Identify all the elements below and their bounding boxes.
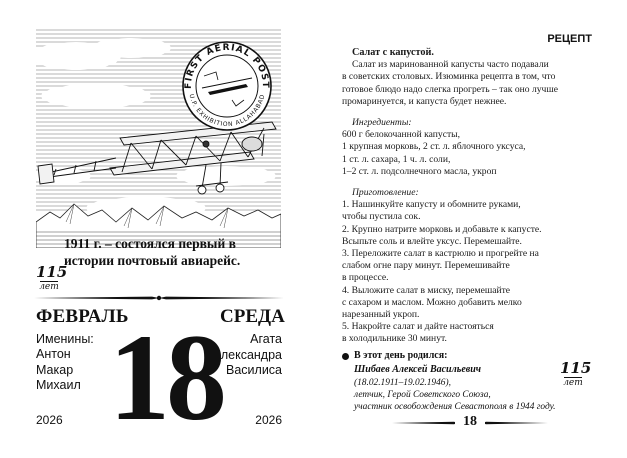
day-number: 18 [109, 308, 223, 447]
born-detail-line: участник освобождения Севастополя в 1944 году. [354, 402, 556, 412]
name-day: Агата [250, 332, 282, 346]
born-anniversary-word: лет [563, 378, 583, 388]
step-line: в процессе. [342, 272, 389, 284]
recipe-intro-line: промаринуется, и капуста будет нежнее. [342, 95, 507, 107]
step-line: 5. Накройте салат и дайте настояться [342, 321, 494, 333]
name-day: Макар [36, 362, 74, 377]
step-line: в холодильнике 30 минут. [342, 333, 447, 345]
preparation-label: Приготовление: [352, 187, 419, 199]
recipe-title: Салат с капустой. [352, 47, 434, 58]
recipe-intro-line: готовое блюдо надо слегка прогреть – так оно лучше [342, 83, 559, 95]
page-number: 18 [455, 414, 485, 430]
section-title: РЕЦЕПТ [547, 33, 592, 45]
step-line: Всыпьте соль и влейте уксус. Перемешайте. [342, 235, 522, 247]
first-aerial-post-stamp [183, 42, 271, 130]
born-detail-line: летчик, Герой Советского Союза, [354, 390, 491, 400]
step-line: чтобы пустила сок. [342, 211, 421, 223]
step-line: слабом огне пару минут. Перемешивайте [342, 260, 510, 272]
step-line: 1. Нашинкуйте капусту и обомните руками, [342, 199, 521, 211]
ingredient-line: 1 ст. л. сахара, 1 ч. л. соли, [342, 153, 451, 165]
anniversary-word: лет [39, 282, 59, 292]
svg-text:U.P. EXHIBITION ALLAHABAD: U.P. EXHIBITION ALLAHABAD [187, 93, 267, 129]
ingredient-line: 1–2 ст. л. подсолнечного масла, укроп [342, 165, 497, 177]
step-line: 3. Переложите салат в кастрюлю и прогрейте на [342, 248, 539, 260]
step-line: нарезанный укроп. [342, 309, 420, 321]
recipe-block [342, 47, 594, 346]
born-name: Шибаев Алексей Васильевич [354, 364, 482, 375]
anniversary-number: 115 [36, 263, 68, 281]
name-day: Василиса [226, 363, 282, 377]
name-day: Антон [36, 347, 71, 361]
name-day: Михаил [36, 378, 81, 392]
bullet-icon [342, 353, 349, 360]
ingredient-line: 1 крупная морковь, 2 ст. л. яблочного уксуса, [342, 141, 526, 153]
name-day: Александра [212, 347, 282, 362]
year-right: 2026 [255, 413, 282, 427]
step-line: 4. Выложите салат в миску, перемешайте [342, 284, 511, 296]
biplane-illustration [36, 26, 281, 248]
ingredient-line: 600 г белокочанной капусты, [342, 129, 460, 141]
born-anniversary-number: 115 [560, 359, 592, 377]
preparation-steps [342, 199, 594, 345]
born-detail-line: (18.02.1911–19.02.1946), [354, 378, 451, 388]
ingredients-label: Ингредиенты: [352, 117, 412, 129]
year-left: 2026 [36, 413, 63, 427]
ingredients-list [342, 129, 594, 178]
event-text: 1911 г. – состоялся первый в истории почтовый авиарейс. [64, 236, 241, 268]
step-line: 2. Крупно натрите морковь и добавьте к капусте. [342, 223, 542, 235]
weekday-name: СРЕДА [220, 306, 285, 327]
step-line: с сахаром и маслом. Можно добавить мелко [342, 296, 522, 308]
name-days-label: Именины: [36, 332, 94, 346]
ornament-divider-left [34, 293, 284, 303]
name-days-left [36, 347, 81, 394]
born-details [354, 377, 555, 413]
recipe-intro-line: в советских столовых. Изюминка рецепта в том, что [342, 71, 556, 83]
svg-text:FIRST AERIAL POST: FIRST AERIAL POST [183, 42, 271, 90]
recipe-intro [342, 59, 594, 71]
month-name: ФЕВРАЛЬ [36, 306, 129, 327]
born-heading: В этот день родился: [354, 350, 448, 361]
recipe-intro-line: Салат из маринованной капусты часто подавали [352, 59, 549, 71]
recipe-intro-rest [342, 71, 594, 108]
